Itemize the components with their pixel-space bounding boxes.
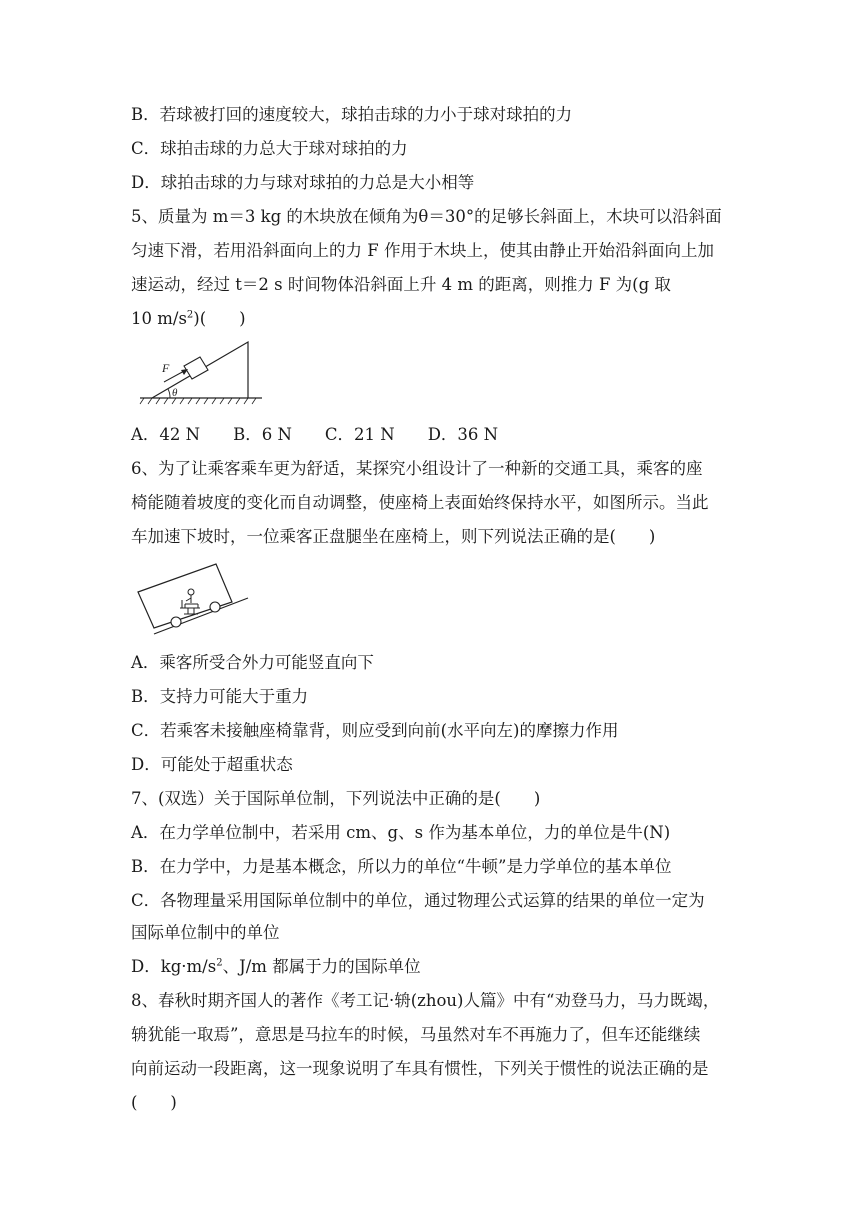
q6-stem-line2: 椅能随着坡度的变化而自动调整，使座椅上表面始终保持水平，如图所示。当此 <box>131 493 709 512</box>
q8-stem-line3: 向前运动一段距离，这一现象说明了车具有惯性，下列关于惯性的说法正确的是 <box>131 1059 709 1078</box>
q7-option-d-rest: 、J/m 都属于力的国际单位 <box>222 957 421 976</box>
q5-stem-line1: 5、质量为 m＝3 kg 的木块放在倾角为θ＝30°的足够长斜面上，木块可以沿斜面 <box>131 207 722 226</box>
q7-option-d <box>131 956 740 978</box>
q8-stem-line2: 辀犹能一取焉”，意思是马拉车的时候，马虽然对车不再施力了，但车还能继续 <box>131 1025 701 1044</box>
q6-option-d: D．可能处于超重状态 <box>131 755 293 774</box>
q8-answer-blank: ( ) <box>131 1093 177 1112</box>
q7-option-a: A．在力学单位制中，若采用 cm、g、s 作为基本单位，力的单位是牛(N) <box>131 823 671 842</box>
q7-option-b: B．在力学中，力是基本概念，所以力的单位“牛顿”是力学单位的基本单位 <box>131 857 672 876</box>
q6-option-a: A．乘客所受合外力可能竖直向下 <box>131 653 374 672</box>
q5-stem-line3: 速运动，经过 t＝2 s 时间物体沿斜面上升 4 m 的距离，则推力 F 为(g 取 <box>131 275 671 294</box>
q7-option-c-line1: C．各物理量采用国际单位制中的单位，通过物理公式运算的结果的单位一定为 <box>131 891 705 910</box>
q7-option-d-exponent: 2 <box>216 957 223 969</box>
q5-units: 10 m/s <box>131 309 187 328</box>
q5-stem-line4 <box>131 308 740 330</box>
q6-option-c: C．若乘客未接触座椅靠背，则应受到向前(水平向左)的摩擦力作用 <box>131 721 619 740</box>
force-label: F <box>162 361 170 375</box>
q4-option-c: C．球拍击球的力总大于球对球拍的力 <box>131 139 408 158</box>
q5-units-exponent: 2 <box>186 309 194 321</box>
angle-label: θ <box>172 387 178 399</box>
q7-stem: 7、(双选）关于国际单位制，下列说法中正确的是( ) <box>131 789 541 808</box>
q5-stem-line2: 匀速下滑，若用沿斜面向上的力 F 作用于木块上，使其由静止开始沿斜面向上加 <box>131 241 714 260</box>
q4-option-b: B．若球被打回的速度较大，球拍击球的力小于球对球拍的力 <box>131 105 573 124</box>
vehicle-on-slope-figure <box>136 562 252 636</box>
q5-answer-blank: )( ) <box>193 309 246 328</box>
q6-stem-line3: 车加速下坡时，一位乘客正盘腿坐在座椅上，则下列说法正确的是( ) <box>131 527 656 546</box>
q7-option-d-text: D．kg·m/s <box>131 957 217 976</box>
q6-option-b: B．支持力可能大于重力 <box>131 687 309 706</box>
incline-block-figure <box>138 338 264 408</box>
q7-option-c-line2: 国际单位制中的单位 <box>131 923 280 942</box>
q5-options: A．42 N B．6 N C．21 N D．36 N <box>131 425 499 444</box>
q4-option-d: D．球拍击球的力与球对球拍的力总是大小相等 <box>131 173 475 192</box>
q8-stem-line1: 8、春秋时期齐国人的著作《考工记·辀(zhou)人篇》中有“劝登马力，马力既竭， <box>131 991 720 1010</box>
q6-stem-line1: 6、为了让乘客乘车更为舒适，某探究小组设计了一种新的交通工具，乘客的座 <box>131 459 703 478</box>
